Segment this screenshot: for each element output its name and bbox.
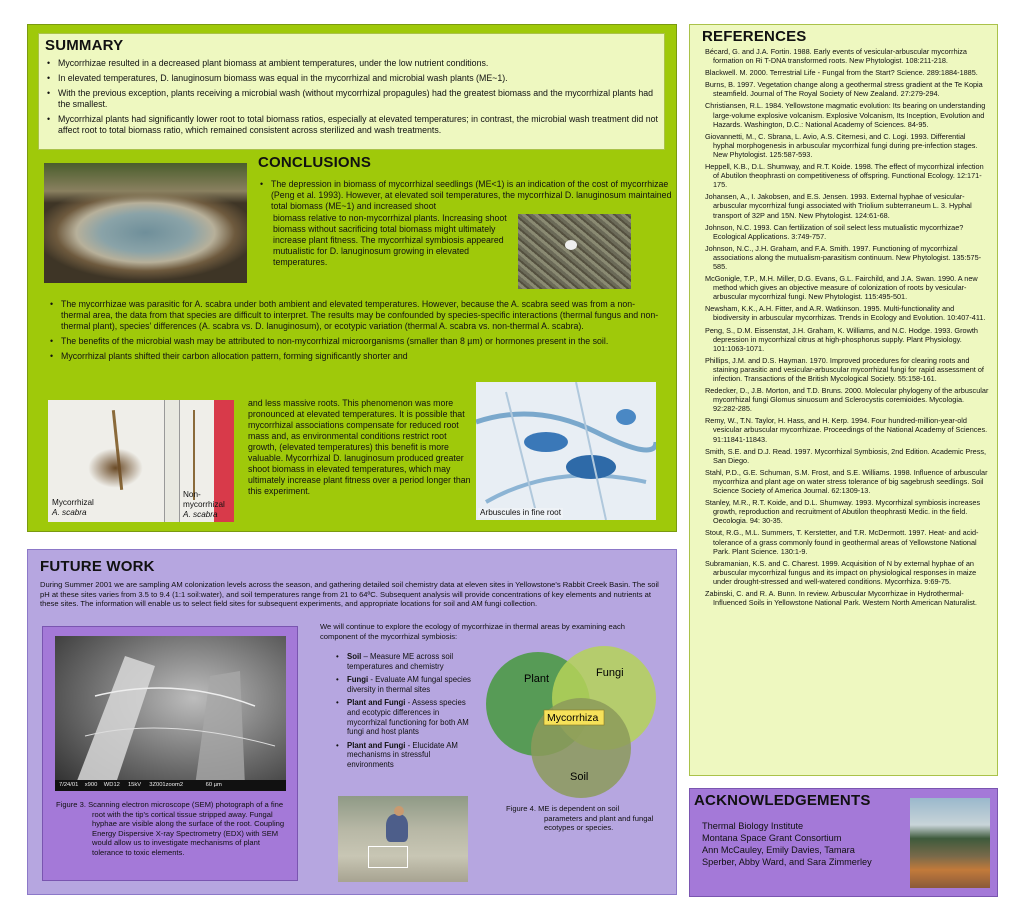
- bullet-bold: Plant and Fungi: [347, 740, 406, 750]
- sem-drawing: [55, 636, 286, 791]
- future-work-intro: During Summer 2001 we are sampling AM colonization levels across the season, and gathering detailed soil chemistry data at eleven sites in Yellowstone's Rabbit Creek Basin. The soil pH at these sites varies from 3.5 to 9.4 (1:1 soil:water), and soil temperatures range from 21 to 64ºC. Subsequent analysis will provide concentrations of key elements and nutrients at these sites. The information will enable us to select field sites for subsequent experiments, and appropriate locations for soil and AM fungi collection.: [40, 580, 659, 609]
- conclusion-text: • The depression in biomass of mycorrhizal seedlings (ME<1) is an indication of the cost of mycorrhizae (Peng et al. 1993). However, at elevated soil temperatures, the mycorrhizal D. lanuginosum maintained total biomass (ME~1) and increased shoot: [258, 179, 686, 212]
- future-explore-text: We will continue to explore the ecology of mycorrhizae in thermal areas by examining each component of the mycorrhizal symbiosis:: [320, 622, 626, 641]
- ack-line: Ann McCauley, Emily Davies, Tamara: [702, 845, 855, 855]
- field-sampling-photo: [338, 796, 468, 882]
- bullet-text: – Measure ME across soil temperatures and chemistry: [347, 652, 454, 671]
- references-list: [702, 47, 989, 607]
- figure-3-text: Figure 3. Scanning electron microscope (SEM) photograph of a fine root with the tip's cortical tissue stripped away. Fungal hyphae are visible along the surface of the root. Coupling Energy Dispersive X-ray Spectrometry (EDX) with SEM would allow us to investigate mechanisms of plant tolerance to toxic elements.: [56, 800, 285, 857]
- reference-item: Stahl, P.D., G.E. Schuman, S.M. Frost, and S.E. Williams. 1998. Influence of arbuscular mycorrhiza and plant age on water stress tolerance of big sagebrush seedlings. Soil Science Society of America Journal. 62:1309-13.: [705, 467, 988, 496]
- bullet-bold: Soil: [347, 652, 362, 661]
- reference-item: Burns, B. 1997. Vegetation change along a geothermal stress gradient at the Te Kopia steamfield. Journal of The Royal Society of New Zealand. 27:279-294.: [705, 80, 983, 99]
- reference-item: McGonigle, T.P., M.H. Miller, D.G. Evans, G.L. Fairchild, and J.A. Swan. 1990. A new method which gives an objective measure of colonization of roots by vesicular-arbuscular mycorrhizal fungi. New Phytologist. 115:495-501.: [705, 274, 978, 302]
- acknowledgements-heading: ACKNOWLEDGEMENTS: [694, 792, 871, 809]
- arbuscules-drawing: [476, 382, 656, 520]
- reference-item: Stout, R.G., M.L. Summers, T. Kerstetter, and T.R. McDermott. 1997. Heat- and acid-tolerance of a grass commonly found in geothermal areas of Yellowstone National Park. Plant Science. 130:1-9.: [705, 528, 979, 556]
- future-bullet: [334, 675, 479, 694]
- venn-fungi-label: Fungi: [596, 667, 624, 679]
- venn-diagram: [486, 646, 666, 798]
- summary-box: [38, 33, 665, 150]
- reference-item: Redecker, D., J.B. Morton, and T.D. Bruns. 2000. Molecular phylogeny of the arbuscular mycorrhizal fungi Glomus sinuosum and Sclerocystis coremioides. Mycologia. 92:282-285.: [705, 386, 989, 414]
- reference-item: Johnson, N.C., J.H. Graham, and F.A. Smith. 1997. Functioning of mycorrhizal associations along the mutualism-parasitism continuum. New Phytologist. 135:575-585.: [705, 243, 982, 271]
- venn-center-label: Mycorrhiza: [547, 712, 599, 724]
- reference-item: Bécard, G. and J.A. Fortin. 1988. Early events of vesicular-arbuscular mycorrhiza formation on Ri T-DNA transformed roots. New Phytologist. 108:211-218.: [705, 47, 967, 66]
- bullet-text: - Elucidate AM mechanisms in stressful environments: [347, 740, 458, 769]
- arbuscules-caption: Arbuscules in fine root: [480, 508, 562, 518]
- bullet-text: - Assess species and ecotypic differences in mycorrhizal functioning for both AM fungi and host plants: [347, 698, 469, 737]
- conclusions-heading: CONCLUSIONS: [258, 154, 372, 171]
- conclusion-text: • The mycorrhizae was parasitic for A. scabra under both ambient and elevated temperatures. However, because the A. scabra seed was from a non-thermal area, the data from that species are difficult to interpret. The results may be confounded by species-specific interactions (thermal fungus and non-thermal plant), species' differences (A. scabra vs. D. lanuginosum), or ecotypic variation (thermal A. scabra vs. non-thermal A. scabra).: [48, 299, 664, 332]
- acknowledgements-lines: [702, 820, 872, 868]
- venn-soil-label: Soil: [570, 771, 589, 783]
- conclusion-text: • The benefits of the microbial wash may be attributed to non-mycorrhizal microorganisms (smaller than 8 µm) or hormones present in the soil.: [48, 336, 664, 347]
- future-bullet: [334, 741, 479, 770]
- reference-item: Heppell, K.B., D.L. Shumway, and R.T. Koide. 1998. The effect of mycorrhizal infection of Abutilon theophrasti on competitiveness of offspring. Functional Ecology. 12:171-175.: [705, 162, 984, 190]
- ack-line: Montana Space Grant Consortium: [702, 833, 842, 843]
- roots-label-nonmycorrhizal: [183, 490, 225, 519]
- reference-item: Giovannetti, M., C. Sbrana, L. Avio, A.S. Citernesi, and C. Logi. 1993. Differential hyphal morphogenesis in arbuscular mycorrhizal fungi during pre-infection stages. New Phytologist. 125:587-593.: [705, 131, 978, 159]
- venn-plant-label: Plant: [524, 673, 550, 685]
- roots-comparison-photo: [48, 400, 234, 522]
- ack-line: Thermal Biology Institute: [702, 821, 804, 831]
- hot-spring-photo: [44, 163, 247, 283]
- sem-photo: [55, 636, 286, 791]
- reference-item: Blackwell. M. 2000. Terrestrial Life - Fungal from the Start? Science. 289:1884-1885.: [705, 68, 978, 78]
- future-bullets: [334, 652, 479, 774]
- conclusions-item-4b: and less massive roots. This phenomenon was more pronounced at elevated temperatures. It is possible that mycorrhizal associations compensate for reduced root mass and, as environmental conditions restrict root growth, (elevated temperatures) this benefit is more valuable. Mycorrhizal D. lanuginosum produced greater shoot biomass in elevated temperatures, which may ultimately increase plant fitness over a period longer than this experiment.: [248, 398, 471, 496]
- references-panel: [689, 24, 998, 776]
- summary-item: • Mycorrhizae resulted in a decreased plant biomass at ambient temperatures, under the low nutrient conditions.: [45, 58, 658, 69]
- references-heading: REFERENCES: [702, 28, 807, 45]
- reference-item: Christiansen, R.L. 1984. Yellowstone magmatic evolution: Its bearing on understanding large-volume explosive volcanism. Explosive Volcanism, Its Inception, Evolution and Hazards. Washington, D.C.: National Academy of Sciences. 84-95.: [705, 101, 986, 129]
- label-line: mycorrhizal: [183, 499, 225, 509]
- figure-4-caption: [506, 804, 656, 833]
- summary-item: • Mycorrhizal plants had significantly lower root to total biomass ratios, especially at elevated temperatures; in contrast, the microbial wash treatment did not affect root to total biomass ratio, which remained consistent across sterilized and wash treatments.: [45, 114, 658, 136]
- conclusions-item-1a: [258, 179, 686, 216]
- reference-item: Zabinski, C. and R. A. Bunn. In review. Arbuscular Mycorrhizae in Hydrothermal-Influenced Soils in Yellowstone National Park. Western North American Naturalist.: [705, 588, 977, 608]
- reference-item: Smith, S.E. and D.J. Read. 1997. Mycorrhizal Symbiosis, 2nd Edition. Academic Press, San Diego.: [705, 446, 987, 465]
- reference-item: Peng, S., D.M. Eissenstat, J.H. Graham, K. Williams, and N.C. Hodge. 1993. Growth depression in mycorrhizal citrus at high-phosphorus supply. Plant Physiology. 101:1063-1071.: [705, 325, 978, 353]
- reference-item: Remy, W., T.N. Taylor, H. Hass, and H. Kerp. 1994. Four hundred-million-year-old vesicular arbuscular mycorrhizae. Proceedings of the National Academy of Sciences. 91:11841-11843.: [705, 416, 988, 444]
- reference-item: Johnson, N.C. 1993. Can fertilization of soil select less mutualistic mycorrhizae? Ecological Applications. 3:749-757.: [705, 222, 964, 241]
- label-line: Mycorrhizal: [52, 498, 94, 507]
- label-line: Non-: [183, 490, 201, 499]
- figure-4-text: Figure 4. ME is dependent on soil parameters and plant and fungal ecotypes or species.: [506, 804, 654, 833]
- label-line: A. scabra: [183, 509, 218, 519]
- conclusions-list-2: [48, 299, 664, 366]
- conclusions-item-1b: biomass relative to non-mycorrhizal plants. Increasing shoot biomass without sacrificing total biomass might ultimately increase plant fitness. The mycorrhizal symbiosis appeared mutualistic for D. lanuginosum growing in elevated temperatures.: [273, 213, 507, 267]
- future-bullet: [334, 698, 479, 736]
- label-line: A. scabra: [52, 507, 87, 517]
- conclusion-text: • Mycorrhizal plants shifted their carbon allocation pattern, forming significantly shorter and: [48, 351, 664, 362]
- ack-line: Sperber, Abby Ward, and Sara Zimmerley: [702, 857, 872, 867]
- reference-item: Subramanian, K.S. and C. Charest. 1999. Acquisition of N by external hyphae of an arbuscular mycorrhizal fungus and its impact on physiological responses in maize under drought-stressed and well-watered conditions. Mycorrhiza. 9:69-75.: [705, 558, 977, 586]
- sem-info-bar: 7/24/01 x900 WD12 15kV 3Z001zoom2 60 µm: [55, 780, 286, 791]
- roots-label-mycorrhizal: [52, 498, 94, 518]
- summary-item: • With the previous exception, plants receiving a microbial wash (without mycorrhizal propagules) had the greatest biomass and the mycorrhizal plants had the smallest.: [45, 88, 658, 110]
- reference-item: Stanley, M.R., R.T. Koide, and D.L. Shumway. 1993. Mycorrhizal symbiosis increases growth, reproduction and recruitment of Abutilon theophrasti Medic. in the field. Oecologia. 94: 30-35.: [705, 498, 981, 526]
- thermal-landscape-photo: [910, 798, 990, 888]
- ground-plot-photo: [518, 214, 631, 289]
- bullet-text: - Evaluate AM fungal species diversity in thermal sites: [347, 675, 471, 694]
- summary-heading: SUMMARY: [45, 37, 124, 54]
- figure-3-caption: [56, 800, 286, 858]
- bullet-bold: Plant and Fungi: [347, 698, 406, 708]
- reference-item: Phillips, J.M. and D.S. Hayman. 1970. Improved procedures for clearing roots and staining parasitic and vesicular-arbuscular mycorrhizal fungi for rapid assessment of infection. Transactions of the British Mycological Society. 55:158-161.: [705, 355, 984, 383]
- summary-item: • In elevated temperatures, D. lanuginosum biomass was equal in the mycorrhizal and microbial wash plants (ME~1).: [45, 73, 658, 84]
- bullet-bold: Fungi: [347, 675, 369, 685]
- reference-item: Newsham, K.K., A.H. Fitter, and A.R. Watkinson. 1995. Multi-functionality and biodiversity in arbuscular mycorrhizas. Trends in Ecology and Evolution. 10:407-411.: [705, 304, 986, 323]
- future-bullet: [334, 652, 479, 671]
- arbuscules-photo: [476, 382, 656, 520]
- reference-item: Johansen, A., I. Jakobsen, and E.S. Jensen. 1993. External hyphae of vesicular-arbuscular mycorrhizal fungi associated with Triolium subterraneum L. 3. Hyphal transport of 32P and 15N. New Phytologist. 124:61-68.: [705, 192, 972, 220]
- future-work-heading: FUTURE WORK: [40, 558, 155, 575]
- summary-list: [45, 58, 658, 136]
